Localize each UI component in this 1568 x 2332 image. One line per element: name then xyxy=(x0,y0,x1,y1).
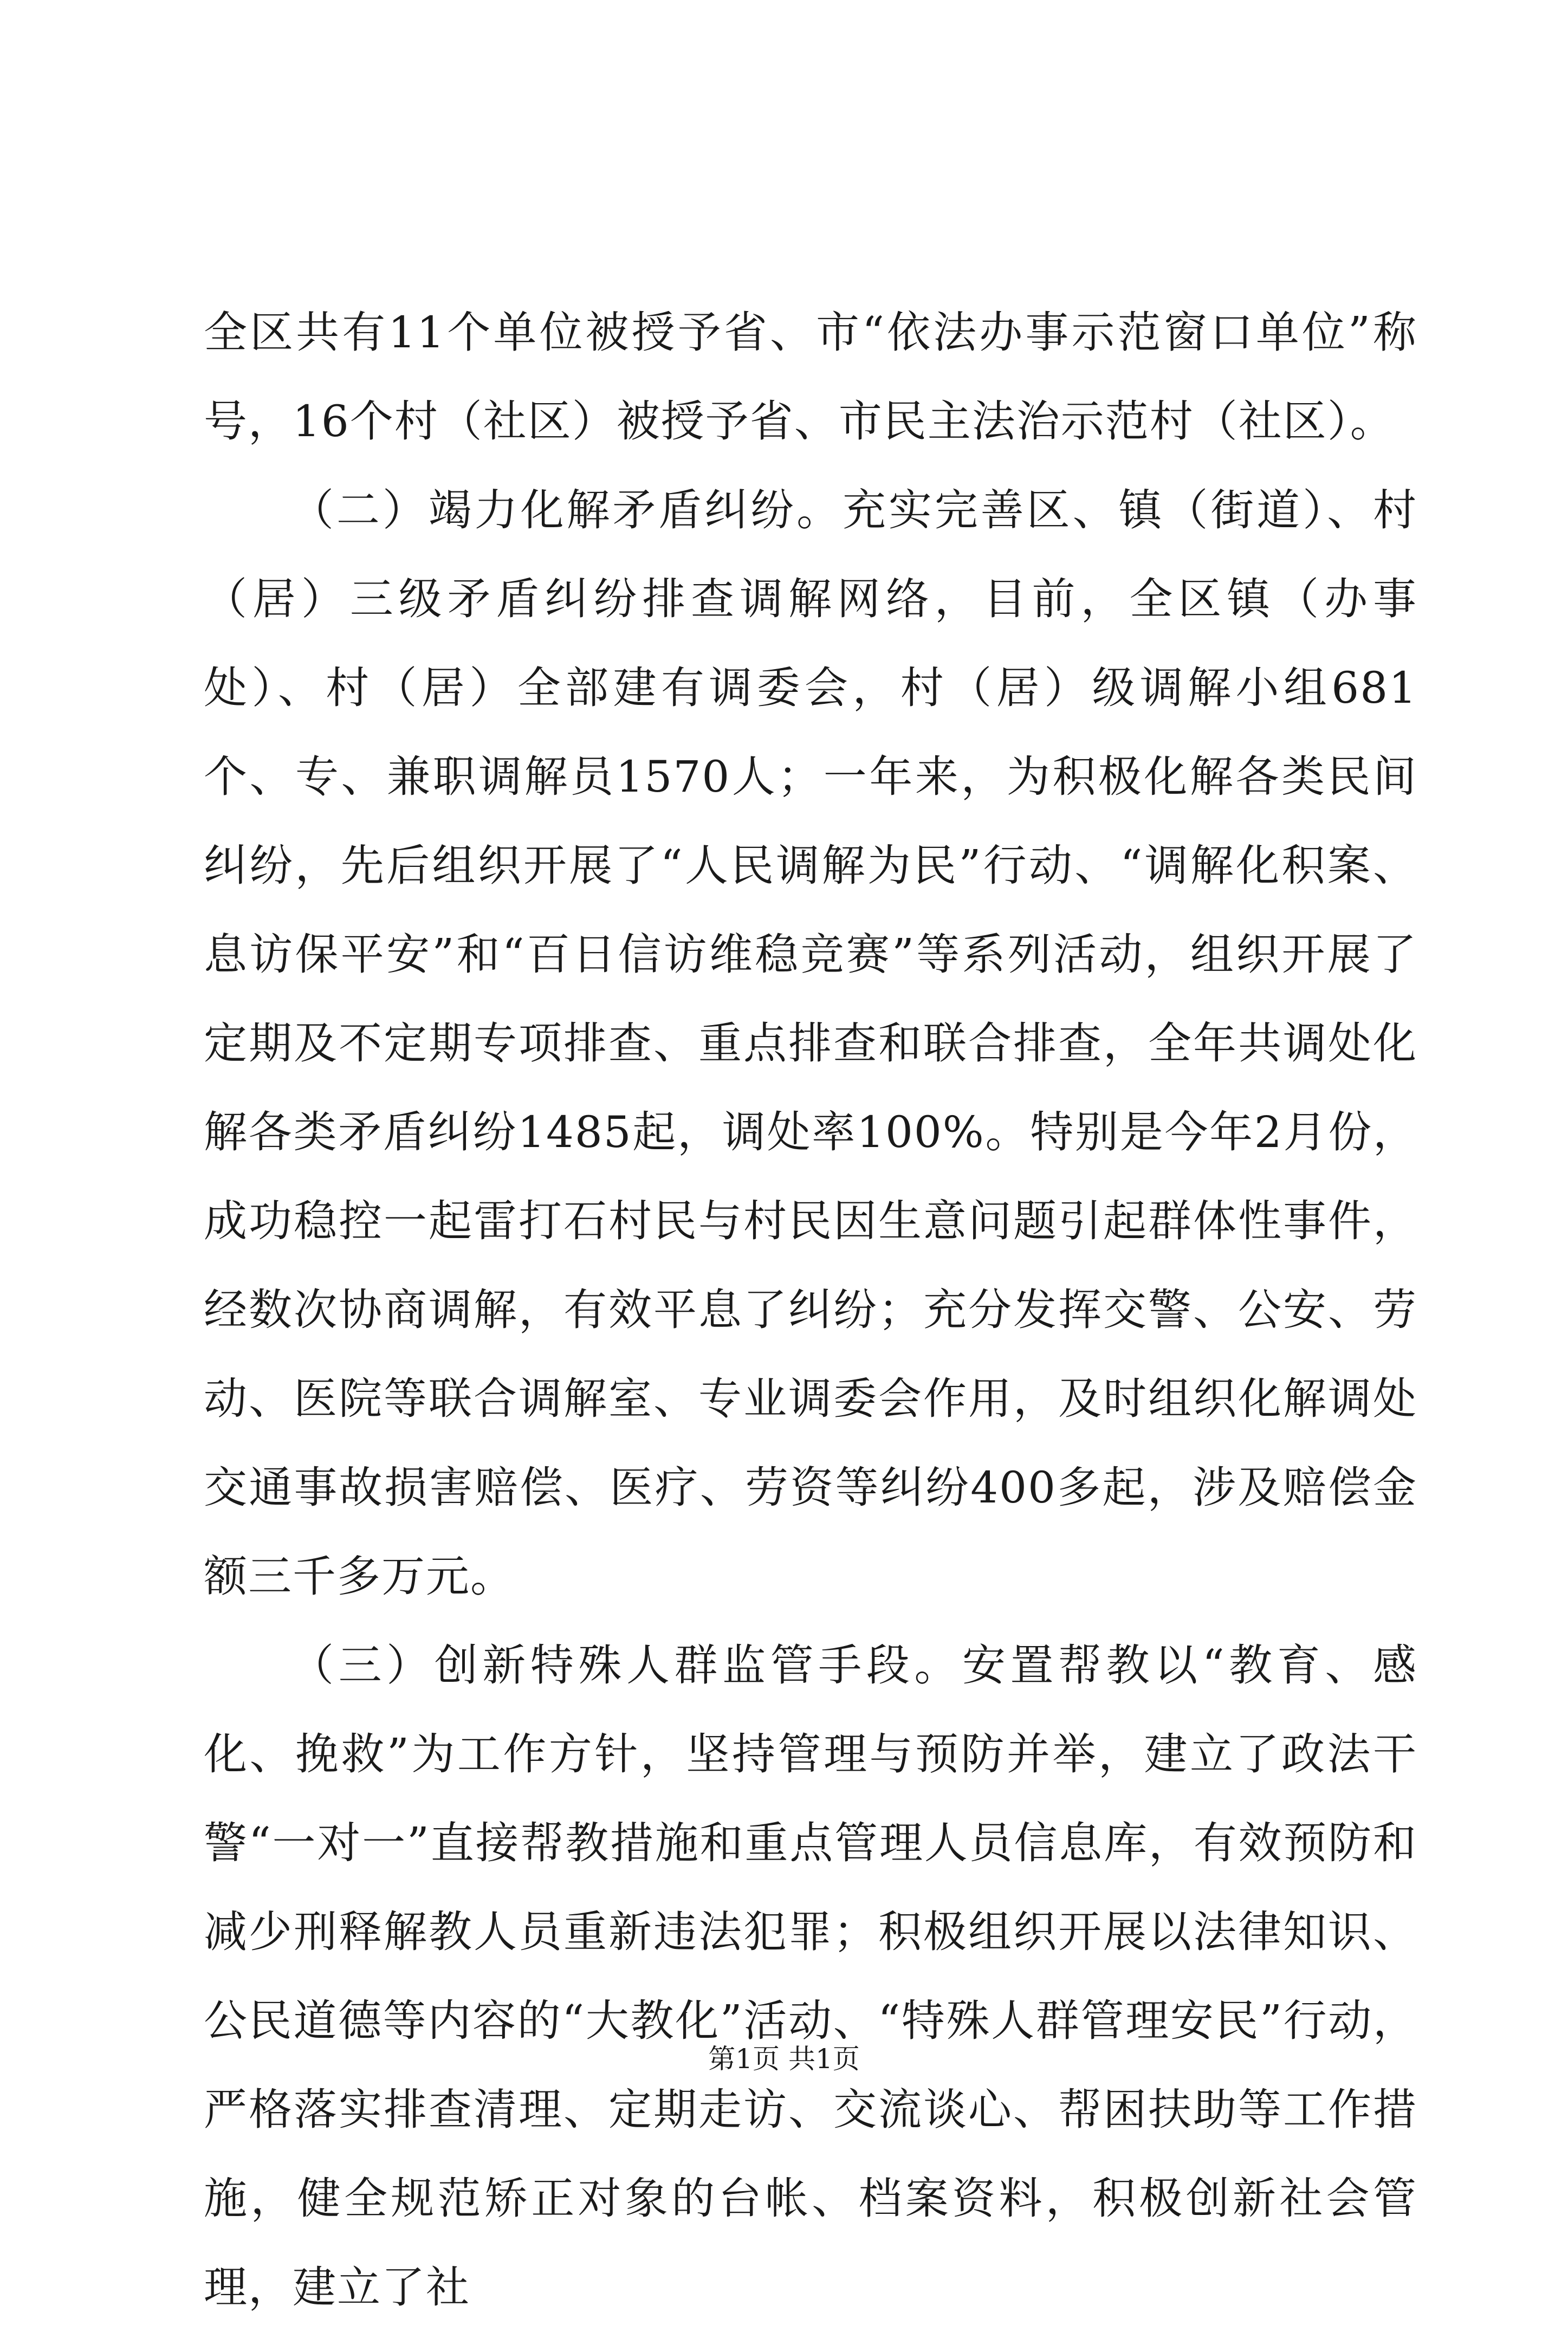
paragraph-continuation: 全区共有11个单位被授予省、市“依法办事示范窗口单位”称号，16个村（社区）被授予省、市民主法治示范村（社区）。 xyxy=(204,307,1417,446)
document-body xyxy=(204,288,1417,2332)
paragraph-special-groups: （三）创新特殊人群监管手段。安置帮教以“教育、感化、挽救”为工作方针，坚持管理与预防并举，建立了政法干警“一对一”直接帮教措施和重点管理人员信息库，有效预防和减少刑释解教人员重新违法犯罪；积极组织开展以法律知识、公民道德等内容的“大教化”活动、“特殊人群管理安民”行动，严格落实排查清理、定期走访、交流谈心、帮困扶助等工作措施，健全规范矫正对象的台帐、档案资料，积极创新社会管理，建立了社 xyxy=(204,1640,1417,2312)
paragraph-dispute-resolution: （二）竭力化解矛盾纠纷。充实完善区、镇（街道）、村（居）三级矛盾纠纷排查调解网络，目前，全区镇（办事处）、村（居）全部建有调委会，村（居）级调解小组681个、专、兼职调解员1570人；一年来，为积极化解各类民间纠纷，先后组织开展了“人民调解为民”行动、“调解化积案、息访保平安”和“百日信访维稳竞赛”等系列活动，组织开展了定期及不定期专项排查、重点排查和联合排查，全年共调处化解各类矛盾纠纷1485起，调处率100%。特别是今年2月份，成功稳控一起雷打石村民与村民因生意问题引起群体性事件，经数次协商调解，有效平息了纠纷；充分发挥交警、公安、劳动、医院等联合调解室、专业调委会作用，及时组织化解调处交通事故损害赔偿、医疗、劳资等纠纷400多起，涉及赔偿金额三千多万元。 xyxy=(204,485,1417,1602)
page-footer: 第1页 共1页 xyxy=(708,2043,860,2075)
